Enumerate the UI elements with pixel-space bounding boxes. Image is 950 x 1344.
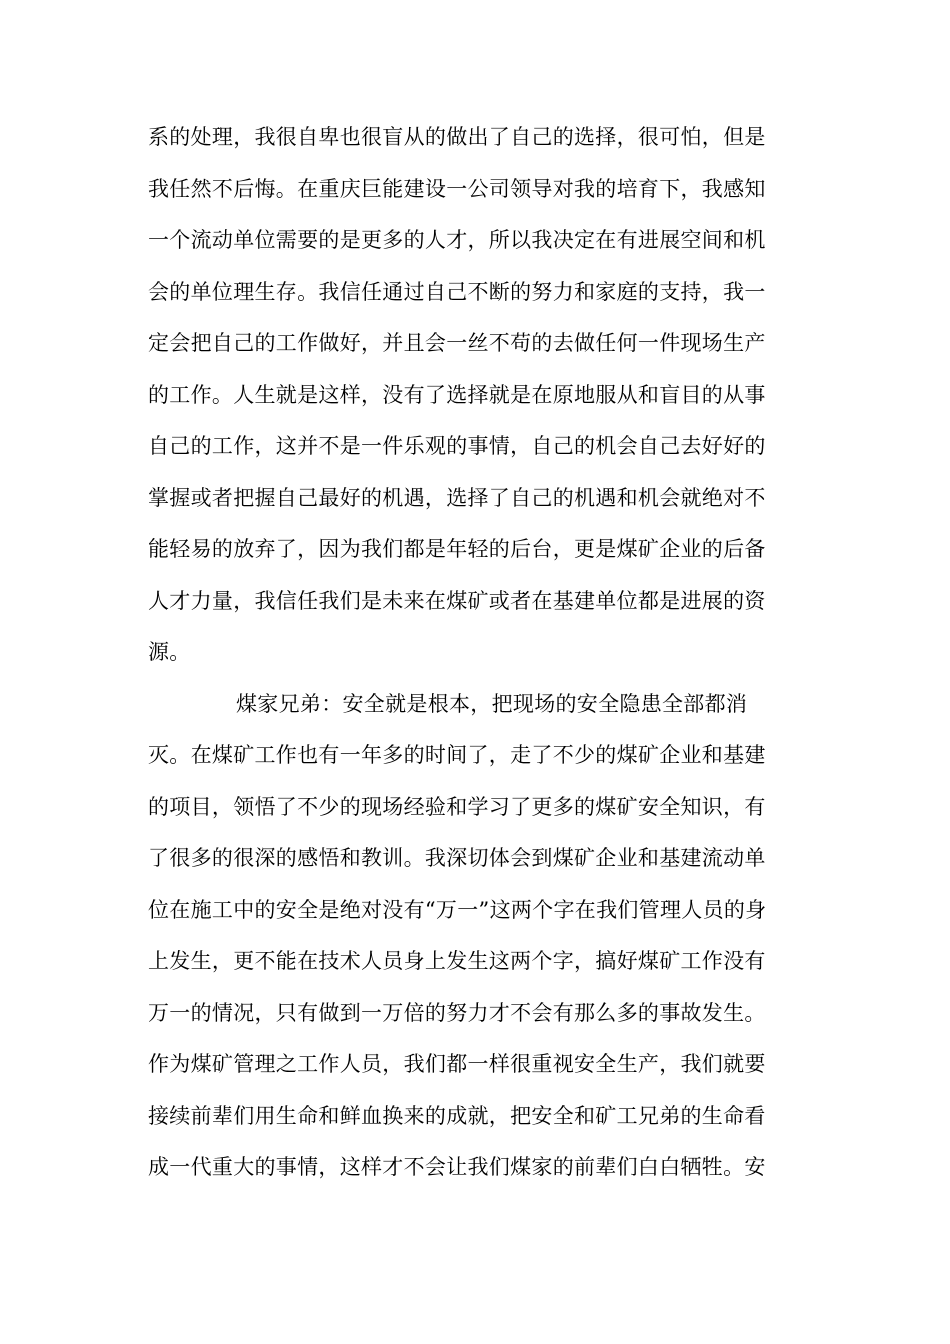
text-line: 定会把自己的工作做好，并且会一丝不苟的去做任何一件现场生产: [148, 331, 766, 355]
text-line: 接续前辈们用生命和鲜血换来的成就，把安全和矿工兄弟的生命看: [148, 1103, 766, 1128]
text-line: 灭。在煤矿工作也有一年多的时间了，走了不少的煤矿企业和基建: [148, 743, 766, 767]
text-line: 系的处理，我很自卑也很盲从的做出了自己的选择，很可怕，但是: [148, 125, 766, 149]
text-line: 的项目，领悟了不少的现场经验和学习了更多的煤矿安全知识，有: [148, 794, 766, 819]
text-line: 我任然不后悔。在重庆巨能建设一公司领导对我的培育下，我感知: [148, 176, 766, 201]
text-line: 万一的情况，只有做到一万倍的努力才不会有那么多的事故发生。: [148, 1000, 766, 1025]
text-line: 成一代重大的事情，这样才不会让我们煤家的前辈们白白牺牲。安: [148, 1155, 766, 1179]
text-line: 了很多的很深的感悟和教训。我深切体会到煤矿企业和基建流动单: [148, 846, 766, 870]
document-body: [148, 112, 803, 1194]
text-line: 会的单位理生存。我信任通过自己不断的努力和家庭的支持，我一: [148, 279, 766, 304]
text-line: 人才力量，我信任我们是未来在煤矿或者在基建单位都是进展的资: [148, 588, 766, 613]
text-line: 掌握或者把握自己最好的机遇，选择了自己的机遇和机会就绝对不: [148, 485, 766, 510]
paragraph-start-line: 煤家兄弟：安全就是根本，把现场的安全隐患全部都消: [236, 691, 748, 716]
text-line: 上发生，更不能在技术人员身上发生这两个字，搞好煤矿工作没有: [148, 949, 766, 973]
text-line: 位在施工中的安全是绝对没有“万一”这两个字在我们管理人员的身: [148, 897, 767, 922]
text-line: 的工作。人生就是这样，没有了选择就是在原地服从和盲目的从事: [148, 382, 766, 407]
text-line: 自己的工作，这并不是一件乐观的事情，自己的机会自己去好好的: [148, 434, 766, 458]
text-line: 一个流动单位需要的是更多的人才，所以我决定在有进展空间和机: [148, 228, 766, 252]
text-line: 能轻易的放弃了，因为我们都是年轻的后台，更是煤矿企业的后备: [148, 537, 766, 561]
text-line: 源。: [148, 640, 191, 664]
text-line: 作为煤矿管理之工作人员，我们都一样很重视安全生产，我们就要: [148, 1052, 766, 1076]
